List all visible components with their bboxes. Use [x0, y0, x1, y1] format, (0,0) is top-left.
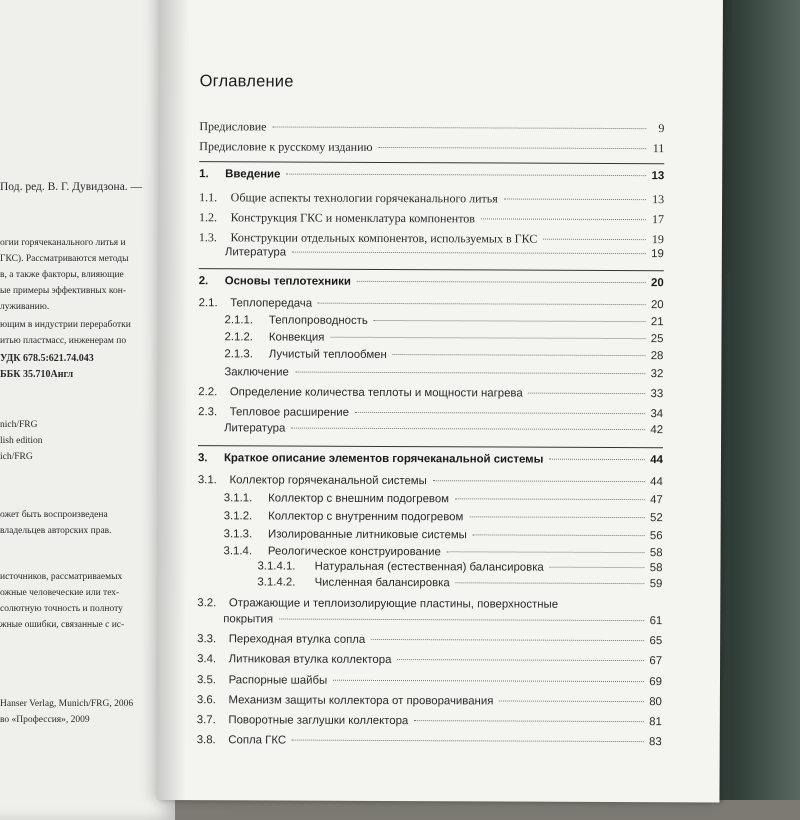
toc-entry-page: 21 — [650, 316, 664, 329]
left-page-line: ГКС). Рассматриваются методы — [0, 254, 129, 264]
toc-leader-dots — [455, 497, 645, 500]
toc-entry-page: 32 — [650, 368, 664, 381]
toc-entry-title: Лучистый теплообмен — [268, 348, 387, 361]
toc-entry-number: 2.1.2. — [224, 331, 254, 344]
toc-entry-page: 44 — [650, 454, 663, 467]
toc-leader-dots — [549, 458, 645, 460]
toc-entry-number: 3.1.1. — [223, 492, 253, 505]
toc-entry-number: 3.4. — [197, 653, 217, 666]
toc-entry[interactable] — [257, 576, 662, 590]
toc-entry[interactable] — [197, 653, 662, 667]
toc-entry-number: 3.2. — [197, 597, 217, 610]
left-page-line: ожные человеческие или тех- — [0, 588, 120, 598]
gutter-shadow — [156, 0, 190, 800]
toc-entry-page: 33 — [650, 388, 664, 401]
toc-entry-page: 34 — [650, 408, 664, 421]
left-page-line: солютную точность и полноту — [0, 604, 123, 614]
toc-leader-dots — [529, 392, 646, 395]
toc-entry-page: 11 — [652, 141, 665, 156]
chapter-rule — [198, 445, 663, 448]
toc-leader-dots — [393, 353, 646, 356]
toc-entry-title: Распорные шайбы — [228, 674, 328, 687]
left-page-line: ющим в индустрии переработки — [0, 320, 131, 330]
toc-entry-title: Коллектор с внешним подогревом — [268, 492, 450, 506]
toc-entry-page: 47 — [650, 494, 663, 507]
toc-entry-title: покрытия — [223, 613, 274, 626]
toc-entry-page: 13 — [652, 192, 665, 207]
toc-leader-dots — [318, 302, 646, 305]
toc-leader-dots — [473, 533, 645, 536]
toc-leader-dots — [330, 336, 645, 339]
toc-entry-page: 19 — [651, 248, 664, 261]
toc-leader-dots — [292, 251, 646, 255]
toc-entry-number: 3.3. — [197, 633, 217, 646]
toc-entry[interactable] — [224, 366, 663, 380]
toc-leader-dots — [469, 515, 644, 518]
toc-entry-number: 3.1.3. — [223, 528, 253, 541]
toc-entry-number: 2.1.1. — [224, 314, 254, 327]
toc-leader-dots — [295, 371, 645, 375]
left-page — [0, 0, 175, 820]
toc-entry-title: Коллектор горячеканальной системы — [229, 474, 427, 488]
toc-entry-title: Конструкции отдельных компонентов, используемых в ГКС — [230, 230, 538, 246]
toc-entry-page: 13 — [651, 170, 665, 183]
toc-entry-page: 83 — [649, 736, 662, 749]
toc-entry-page: 67 — [649, 655, 663, 668]
toc-entry[interactable] — [199, 297, 664, 311]
left-page-line: ich/FRG — [0, 452, 33, 462]
toc-heading: Оглавление — [199, 72, 294, 91]
toc-entry-title: Тепловое расширение — [229, 406, 349, 419]
toc-leader-dots — [397, 658, 644, 661]
toc-leader-dots — [504, 198, 646, 201]
toc-entry[interactable] — [197, 597, 662, 611]
toc-leader-dots — [543, 238, 646, 240]
toc-entry[interactable] — [199, 210, 664, 227]
left-page-line: nich/FRG — [0, 420, 38, 430]
toc-entry-title: Сопла ГКС — [228, 734, 287, 747]
toc-entry-title: Теплопроводность — [268, 314, 368, 327]
toc-entry-number: 3.8. — [196, 734, 216, 747]
toc-entry-number: 1.2. — [198, 210, 218, 225]
toc-leader-dots — [433, 479, 645, 482]
toc-entry-title: Определение количества теплоты и мощности нагрева — [229, 386, 523, 400]
toc-entry[interactable] — [198, 406, 663, 420]
toc-entry-page: 61 — [649, 615, 663, 628]
toc-entry-number: 1.3. — [198, 230, 217, 245]
toc-entry-title: Отражающие и теплоизолирующие пластины, поверхностные — [228, 597, 559, 611]
toc-entry-title: Конструкция ГКС и номенклатура компонентов — [230, 210, 475, 226]
toc-entry-title: Натуральная (естественная) балансировка — [314, 560, 544, 574]
toc-entry-page: 19 — [651, 232, 664, 247]
toc-entry[interactable] — [225, 246, 664, 260]
left-page-line: ББК 35.710Англ — [0, 369, 74, 380]
toc-entry-number: 3.5. — [196, 674, 217, 687]
toc-entry[interactable] — [199, 119, 664, 136]
toc-entry[interactable] — [197, 714, 662, 728]
toc-entry-title: Изолированные литниковые системы — [267, 528, 467, 542]
toc-entry[interactable] — [224, 492, 663, 506]
left-page-line: жные ошибки, связанные с ис- — [0, 620, 125, 630]
toc-entry-page: 28 — [650, 350, 664, 363]
toc-entry[interactable] — [224, 545, 663, 559]
toc-entry-title: Коллектор с внутренним подогревом — [268, 510, 464, 524]
toc-entry[interactable] — [199, 139, 664, 156]
toc-entry[interactable] — [225, 314, 664, 328]
toc-entry-page: 59 — [649, 578, 663, 591]
left-page-line: источников, рассматриваемых — [0, 572, 123, 582]
toc-entry-number: 3.1.4.1. — [257, 560, 296, 573]
toc-entry-number: 3.1.2. — [223, 510, 253, 523]
toc-entry[interactable] — [197, 694, 662, 708]
toc-entry-title: Поворотные заглушки коллектора — [228, 714, 409, 728]
toc-entry[interactable] — [197, 633, 662, 647]
toc-entry-page: 44 — [650, 476, 663, 489]
toc-entry-page: 20 — [650, 299, 664, 312]
toc-entry-title: Введение — [225, 168, 281, 181]
toc-entry[interactable] — [197, 734, 662, 748]
toc-entry-number: 2.2. — [198, 386, 218, 399]
toc-entry-page: 9 — [658, 121, 665, 136]
toc-leader-dots — [414, 719, 644, 722]
toc-leader-dots — [292, 739, 644, 743]
toc-entry-title: Конвекция — [268, 331, 325, 344]
toc-leader-dots — [379, 146, 647, 149]
left-page-line: УДК 678.5:621.74.043 — [0, 353, 94, 364]
toc-entry-number: 2. — [198, 275, 209, 288]
toc-entry[interactable] — [257, 560, 662, 574]
toc-entry-number: 2.1.3. — [224, 348, 253, 361]
toc-entry-title: Реологическое конструирование — [267, 545, 441, 559]
toc-entry-title: Переходная втулка сопла — [228, 633, 366, 646]
toc-entry-number: 2.3. — [198, 406, 218, 419]
toc-entry[interactable] — [224, 510, 663, 524]
toc-entry-title: Механизм защиты коллектора от проворачивания — [228, 694, 494, 708]
toc-entry-number: 1. — [199, 168, 209, 181]
toc-entry-title: Основы теплотехники — [224, 275, 351, 288]
toc-entry-title: Литниковая втулка коллектора — [228, 653, 392, 667]
toc-entry[interactable] — [224, 528, 663, 542]
toc-entry[interactable] — [224, 422, 663, 436]
left-page-line: ожет быть воспроизведена — [0, 510, 108, 520]
toc-leader-dots — [456, 581, 645, 584]
toc-entry-title: Заключение — [224, 366, 289, 379]
toc-entry-title: Численная балансировка — [314, 576, 450, 590]
toc-chapter[interactable] — [198, 452, 663, 466]
toc-entry[interactable] — [199, 230, 664, 247]
left-page-line: огии горячеканального литья и — [0, 238, 126, 248]
toc-leader-dots — [499, 699, 644, 702]
toc-entry-number: 2.1. — [198, 297, 218, 310]
toc-entry-number: 3. — [197, 452, 208, 465]
toc-leader-dots — [272, 125, 646, 129]
toc-chapter[interactable] — [199, 168, 664, 182]
left-page-line: ые примеры эффективных кон- — [0, 286, 127, 296]
toc-entry[interactable] — [224, 331, 663, 345]
toc-leader-dots — [279, 618, 644, 622]
toc-entry[interactable] — [197, 674, 662, 688]
toc-chapter[interactable] — [199, 275, 664, 289]
toc-entry[interactable] — [199, 190, 664, 207]
toc-leader-dots — [447, 550, 645, 553]
toc-entry-title: Краткое описание элементов горячеканальной системы — [223, 452, 544, 466]
toc-entry-number: 3.1.4. — [223, 545, 253, 558]
toc-entry-page: 58 — [649, 547, 663, 560]
toc-entry-page: 81 — [649, 716, 662, 729]
toc-leader-dots — [291, 427, 645, 431]
left-page-line: Под. ред. В. Г. Дувидзона. — — [0, 181, 143, 193]
toc-leader-dots — [371, 638, 644, 641]
toc-entry-title: Литература — [224, 246, 287, 259]
right-page — [156, 0, 723, 802]
left-page-line: во «Профессия», 2009 — [0, 715, 90, 725]
toc-entry-number: 3.1.4.2. — [257, 576, 296, 589]
toc-leader-dots — [355, 411, 645, 414]
toc-entry-page: 52 — [650, 512, 663, 525]
toc-entry-number: 1.1. — [199, 190, 218, 205]
toc-entry-page: 69 — [649, 676, 663, 689]
toc-entry-page: 58 — [649, 562, 663, 575]
toc-entry-number: 3.7. — [196, 714, 216, 727]
toc-entry-title: Предисловие — [199, 119, 267, 134]
toc-entry-page: 20 — [651, 277, 664, 290]
left-page-line: Hanser Verlag, Munich/FRG, 2006 — [0, 699, 134, 709]
toc-entry-number: 3.1. — [197, 474, 217, 487]
toc-leader-dots — [481, 217, 646, 220]
toc-entry-title: Литература — [224, 422, 286, 435]
toc-entry[interactable] — [223, 613, 662, 627]
toc-entry-page: 42 — [650, 424, 664, 437]
toc-entry[interactable] — [198, 386, 663, 400]
toc-entry-number: 3.6. — [196, 694, 216, 707]
toc-entry[interactable] — [198, 474, 663, 488]
toc-entry-title: Общие аспекты технологии горячеканального литья — [230, 190, 498, 206]
chapter-rule — [199, 161, 664, 164]
toc-leader-dots — [550, 566, 645, 568]
toc-leader-dots — [286, 173, 646, 177]
left-page-line: в, а также факторы, влияющие — [0, 270, 124, 280]
toc-entry-page: 56 — [649, 530, 663, 543]
toc-entry-page: 17 — [651, 212, 665, 227]
toc-leader-dots — [333, 679, 644, 682]
toc-entry[interactable] — [224, 348, 663, 362]
toc-leader-dots — [357, 280, 646, 283]
left-page-line: владельцев авторских прав. — [0, 526, 112, 536]
toc-entry-page: 80 — [649, 696, 662, 709]
toc-leader-dots — [374, 319, 646, 322]
toc-entry-title: Предисловие к русскому изданию — [199, 139, 373, 154]
chapter-rule — [199, 268, 664, 271]
toc-entry-page: 25 — [650, 333, 664, 346]
toc-entry-title: Теплопередача — [230, 297, 313, 310]
left-page-line: lish edition — [0, 436, 43, 446]
left-page-line: луживанию. — [0, 302, 50, 312]
left-page-line: итью пластмасс, инженерам по — [0, 336, 127, 346]
toc-entry-page: 65 — [649, 635, 663, 648]
